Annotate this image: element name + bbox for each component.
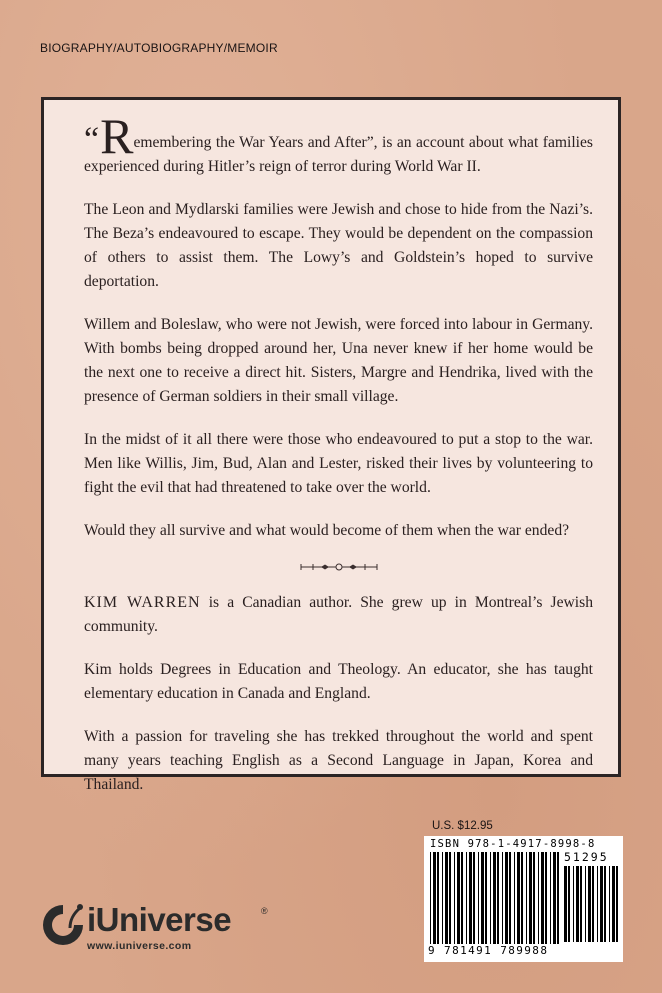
- barcode-bar: [573, 866, 574, 942]
- barcode-bar: [485, 852, 487, 944]
- barcode-bar: [533, 852, 535, 944]
- barcode-bar: [568, 866, 570, 942]
- barcode-bar: [437, 852, 439, 944]
- barcode-bar: [442, 852, 443, 944]
- barcode-bar: [473, 852, 475, 944]
- ornament-divider-icon: [84, 562, 593, 575]
- barcode-bar: [538, 852, 539, 944]
- barcode-bar: [449, 852, 451, 944]
- blurb-paragraph: The Leon and Mydlarski families were Jewish and chose to hide from the Nazi’s. The Beza’s endeavoured to escape. They would be dependent on the compassion of others to assist them. The Lowy’s and Goldstein’s hoped to survive deportation.: [84, 201, 593, 290]
- barcode-bar: [616, 866, 618, 942]
- barcode-bar: [490, 852, 491, 944]
- barcode-bar: [526, 852, 527, 944]
- publisher-name: iUniverse: [87, 901, 232, 938]
- barcode-bar: [585, 866, 586, 942]
- barcode-bar: [609, 866, 610, 942]
- barcode-bar: [529, 852, 532, 944]
- barcode-bar: [497, 852, 499, 944]
- addon-barcode-bars-icon: [564, 866, 619, 942]
- blurb-paragraph: In the midst of it all there were those who endeavoured to put a stop to the war. Men like Willis, Jim, Bud, Alan and Lester, risked their lives by volunteering to fight the evil that had threatened to take over the world.: [84, 431, 593, 496]
- barcode-bar: [445, 852, 448, 944]
- barcode-bar: [493, 852, 496, 944]
- publisher-url: www.iuniverse.com: [87, 940, 192, 952]
- barcode-bars-icon: [430, 852, 560, 944]
- barcode-number: 9 781491 789988: [428, 944, 549, 957]
- blurb-paragraph: Willem and Boleslaw, who were not Jewish, were forced into labour in Germany. With bombs being dropped around her, Una never knew if her home would be the next one to receive a direct hit. Sisters, Margre and Hendrika, lived with the presence of German soldiers in their small village.: [84, 316, 593, 405]
- barcode-bar: [517, 852, 520, 944]
- barcode-bar: [545, 852, 547, 944]
- barcode-bar: [550, 852, 551, 944]
- author-bio-paragraph: Kim holds Degrees in Education and Theology. An educator, she has taught elementary education in Canada and England.: [84, 661, 593, 702]
- isbn-barcode: [424, 836, 623, 962]
- barcode-bar: [592, 866, 594, 942]
- author-bio-paragraph: With a passion for traveling she has trekked throughout the world and spent many years teaching English as a Second Language in Japan, Korea and Thailand.: [84, 728, 593, 793]
- barcode-bar: [600, 866, 603, 942]
- barcode-bar: [433, 852, 436, 944]
- barcode-bar: [461, 852, 463, 944]
- author-bio-intro: [84, 591, 593, 639]
- price-code: 51295: [564, 850, 609, 864]
- barcode-bar: [505, 852, 508, 944]
- book-category: BIOGRAPHY/AUTOBIOGRAPHY/MEMOIR: [40, 41, 278, 55]
- drop-cap-letter: R: [100, 108, 134, 164]
- retail-price: U.S. $12.95: [432, 820, 493, 832]
- barcode-bar: [502, 852, 503, 944]
- barcode-bar: [597, 866, 598, 942]
- barcode-bar: [457, 852, 460, 944]
- barcode-bar: [521, 852, 523, 944]
- barcode-bar: [466, 852, 467, 944]
- author-bio-intro-text: is a Canadian author. She grew up in Montreal’s Jewish community.: [84, 594, 594, 635]
- barcode-bar: [478, 852, 479, 944]
- blurb-intro-paragraph: [84, 108, 593, 179]
- barcode-bar: [430, 852, 431, 944]
- barcode-bar: [576, 866, 579, 942]
- barcode-bar: [509, 852, 511, 944]
- barcode-bar: [612, 866, 615, 942]
- barcode-bar: [580, 866, 582, 942]
- barcode-bar: [588, 866, 591, 942]
- barcode-bar: [541, 852, 544, 944]
- registered-mark: ®: [261, 906, 268, 916]
- blurb-intro-text: emembering the War Years and After”, is an account about what families experienced during Hitler’s reign of terror during World War II.: [84, 134, 593, 175]
- barcode-bar: [481, 852, 484, 944]
- isbn-label: ISBN 978-1-4917-8998-8: [430, 838, 596, 850]
- author-name: KIM WARREN: [84, 594, 201, 611]
- barcode-bar: [557, 852, 559, 944]
- barcode-bar: [564, 866, 567, 942]
- barcode-bar: [553, 852, 556, 944]
- publisher-logo: [40, 900, 280, 960]
- barcode-bar: [469, 852, 472, 944]
- blurb-paragraph: Would they all survive and what would become of them when the war ended?: [84, 522, 570, 539]
- iuniverse-swirl-icon: [40, 902, 86, 948]
- back-cover-panel: [41, 97, 621, 793]
- opening-quote-mark: “: [84, 121, 100, 158]
- barcode-bar: [514, 852, 515, 944]
- barcode-bar: [454, 852, 455, 944]
- barcode-bar: [604, 866, 606, 942]
